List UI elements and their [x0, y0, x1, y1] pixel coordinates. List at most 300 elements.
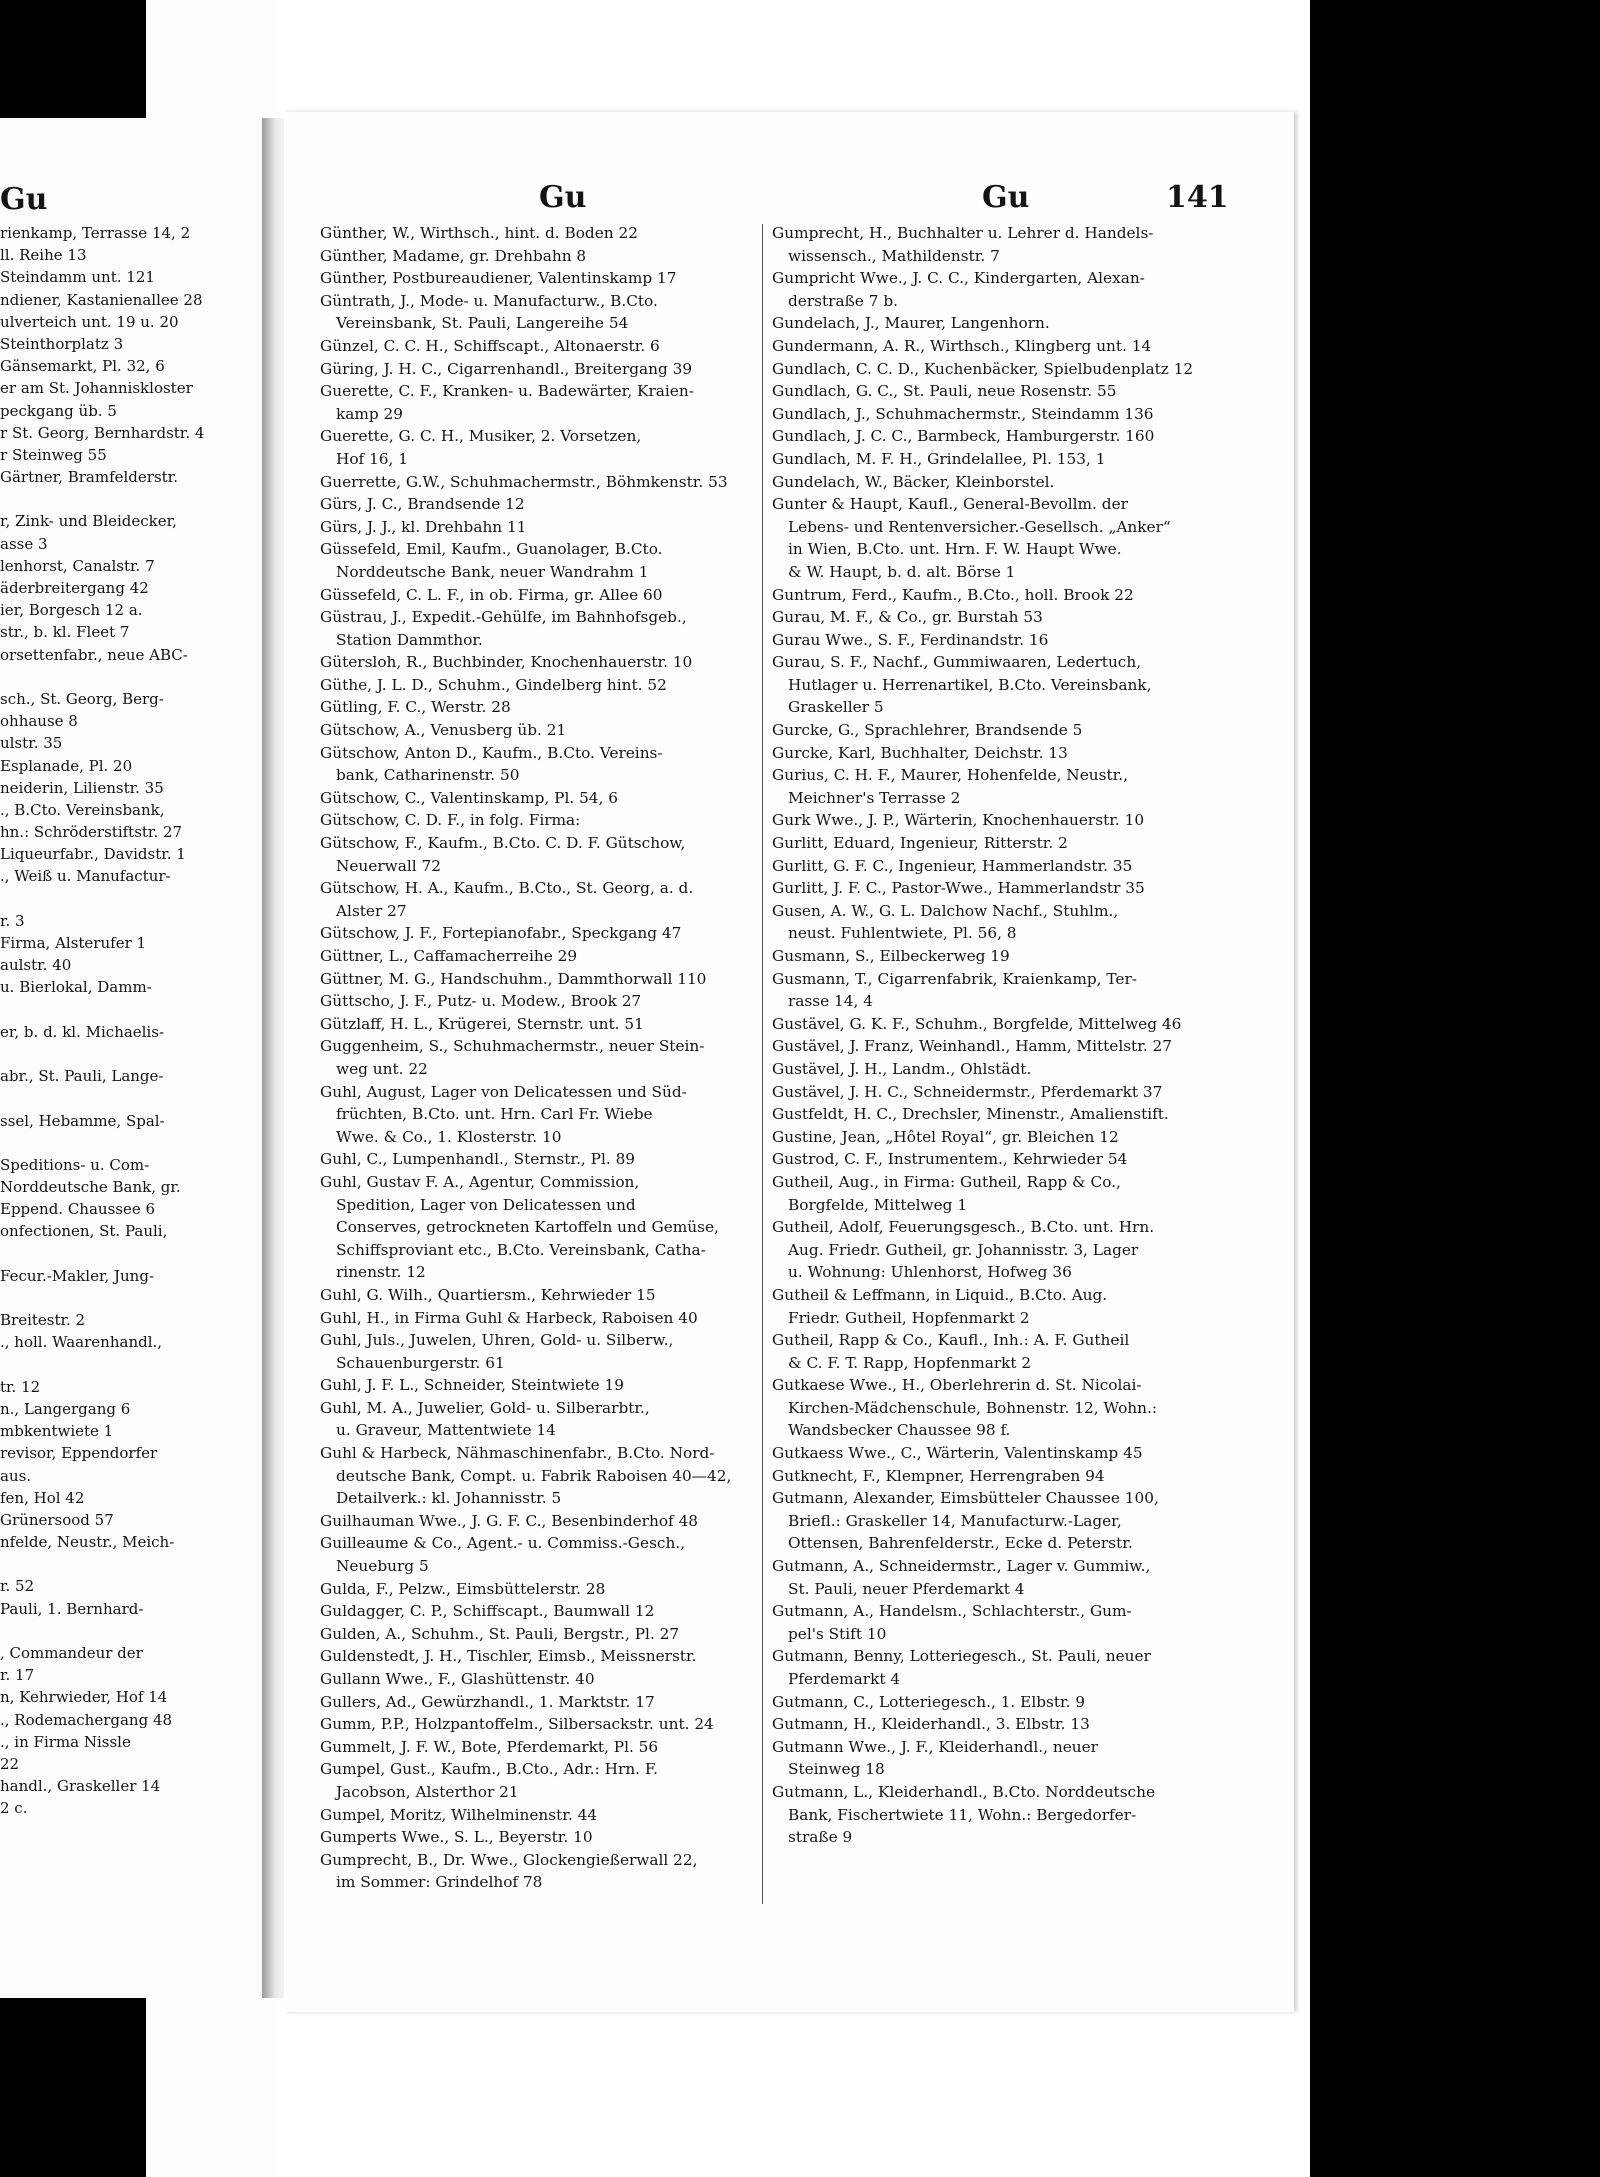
directory-entry [320, 222, 760, 245]
left-page-line: n, Kehrwieder, Hof 14 [0, 1688, 168, 1707]
left-page-line [0, 999, 262, 1021]
directory-entry [320, 832, 760, 877]
entry-line: Gütschow, C. D. F., in folg. Firma: [320, 811, 581, 830]
directory-entry [772, 222, 1272, 267]
left-page-line [0, 1243, 262, 1265]
entry-line: Gulda, F., Pelzw., Eimsbüttelerstr. 28 [320, 1579, 606, 1598]
entry-line: Guilleaume & Co., Agent.- u. Commiss.-Gesch., [320, 1534, 686, 1553]
entry-line: Gütschow, C., Valentinskamp, Pl. 54, 6 [320, 788, 618, 807]
directory-entry [320, 922, 760, 945]
entry-line: Norddeutsche Bank, neuer Wandrahm 1 [336, 562, 649, 581]
directory-entry [772, 1148, 1272, 1171]
entry-line: Gutmann, L., Kleiderhandl., B.Cto. Norddeutsche [772, 1782, 1156, 1801]
entry-line: bank, Catharinenstr. 50 [336, 766, 520, 785]
directory-entry [320, 1826, 760, 1849]
directory-entry [772, 425, 1272, 448]
entry-line: Bank, Fischertwiete 11, Wohn.: Bergedorfer- [788, 1805, 1137, 1824]
directory-entry [772, 1691, 1272, 1714]
directory-entry [320, 606, 760, 651]
entry-line: Günther, Madame, gr. Drehbahn 8 [320, 246, 587, 265]
directory-entry [772, 877, 1272, 900]
directory-entry [320, 877, 760, 922]
entry-line: wissensch., Mathildenstr. 7 [788, 246, 1000, 265]
directory-entry [320, 1600, 760, 1623]
entry-line: Gustävel, J. H. C., Schneidermstr., Pferdemarkt 37 [772, 1082, 1163, 1101]
entry-line: Gurlitt, Eduard, Ingenieur, Ritterstr. 2 [772, 834, 1068, 853]
entry-line: Alster 27 [336, 901, 407, 920]
entry-line: St. Pauli, neuer Pferdemarkt 4 [788, 1579, 1025, 1598]
entry-line: Hof 16, 1 [336, 449, 408, 468]
entry-line: Gustävel, J. Franz, Weinhandl., Hamm, Mittelstr. 27 [772, 1037, 1173, 1056]
left-page-line: peckgang üb. 5 [0, 401, 117, 420]
directory-entry [320, 493, 760, 516]
directory-entry [772, 493, 1272, 583]
directory-entry [320, 290, 760, 335]
entry-line: Gundelach, J., Maurer, Langenhorn. [772, 314, 1050, 333]
directory-entry [772, 1013, 1272, 1036]
left-page-line: er am St. Johanniskloster [0, 379, 193, 398]
left-page-line: ., holl. Waarenhandl., [0, 1333, 163, 1352]
entry-line: Gützlaff, H. L., Krügerei, Sternstr. unt. 51 [320, 1014, 644, 1033]
left-page-line: Steinthorplatz 3 [0, 334, 124, 353]
entry-line: Gutkaess Wwe., C., Wärterin, Valentinskamp 45 [772, 1444, 1143, 1463]
entry-line: Steinweg 18 [788, 1760, 885, 1779]
directory-entry [772, 267, 1272, 312]
entry-line: Guntrum, Ferd., Kaufm., B.Cto., holl. Brook 22 [772, 585, 1134, 604]
directory-entry [320, 1849, 760, 1894]
entry-line: Gutmann, C., Lotteriegesch., 1. Elbstr. 9 [772, 1692, 1086, 1711]
entry-line: im Sommer: Grindelhof 78 [336, 1873, 543, 1892]
entry-line: Gundlach, G. C., St. Pauli, neue Rosenstr. 55 [772, 382, 1117, 401]
left-page-line: orsettenfabr., neue ABC- [0, 645, 188, 664]
entry-line: Gurau Wwe., S. F., Ferdinandstr. 16 [772, 630, 1049, 649]
entry-line: Gutheil, Rapp & Co., Kaufl., Inh.: A. F. Gutheil [772, 1331, 1130, 1350]
directory-entry [772, 584, 1272, 607]
entry-line: Gundlach, C. C. D., Kuchenbäcker, Spielbudenplatz 12 [772, 359, 1194, 378]
entry-line: Gutmann, Alexander, Eimsbütteler Chaussee 100, [772, 1489, 1159, 1508]
left-page-line: r. 17 [0, 1666, 35, 1685]
directory-entry [320, 245, 760, 268]
directory-entry [772, 335, 1272, 358]
directory-entry [772, 606, 1272, 629]
entry-line: Gurau, S. F., Nachf., Gummiwaaren, Ledertuch, [772, 653, 1142, 672]
entry-line: Gundlach, J., Schuhmachermstr., Steindamm 136 [772, 404, 1154, 423]
entry-line: Gütersloh, R., Buchbinder, Knochenhauerstr. 10 [320, 653, 693, 672]
left-page-line: ohhause 8 [0, 712, 78, 731]
entry-line: Gumpel, Gust., Kaufm., B.Cto., Adr.: Hrn. F. [320, 1760, 659, 1779]
directory-entry [772, 629, 1272, 652]
directory-entry [772, 764, 1272, 809]
left-page-line: asse 3 [0, 534, 48, 553]
entry-line: neust. Fuhlentwiete, Pl. 56, 8 [788, 924, 1017, 943]
directory-entry [772, 1329, 1272, 1374]
entry-line: Güstrau, J., Expedit.-Gehülfe, im Bahnhofsgeb., [320, 608, 687, 627]
left-page-line [0, 1132, 262, 1154]
directory-entry [320, 1397, 760, 1442]
entry-line: Gustine, Jean, „Hôtel Royal“, gr. Bleichen 12 [772, 1127, 1119, 1146]
entry-line: Jacobson, Alsterthor 21 [336, 1782, 519, 1801]
directory-entry [320, 1013, 760, 1036]
entry-line: Wwe. & Co., 1. Klosterstr. 10 [336, 1127, 562, 1146]
directory-entry [772, 312, 1272, 335]
directory-entry [320, 584, 760, 607]
entry-line: Gutheil, Adolf, Feuerungsgesch., B.Cto. unt. Hrn. [772, 1218, 1155, 1237]
entry-line: Güttner, M. G., Handschuhm., Dammthorwall 110 [320, 969, 707, 988]
directory-entry [772, 403, 1272, 426]
left-page-line [0, 1043, 262, 1065]
directory-entry [772, 1555, 1272, 1600]
directory-entry [320, 1736, 760, 1759]
left-page-line: ier, Borgesch 12 a. [0, 601, 143, 620]
directory-page [284, 112, 1294, 2012]
left-page-line [0, 1287, 262, 1309]
directory-entry [772, 1171, 1272, 1216]
entry-line: Gullers, Ad., Gewürzhandl., 1. Marktstr. 17 [320, 1692, 655, 1711]
film-edge-right [1310, 0, 1600, 2177]
directory-entry [320, 380, 760, 425]
entry-line: Gusmann, S., Eilbeckerweg 19 [772, 947, 1010, 965]
entry-line: Gundermann, A. R., Wirthsch., Klingberg unt. 14 [772, 336, 1152, 355]
directory-entry [320, 1691, 760, 1714]
directory-entry [320, 267, 760, 290]
column-left [320, 222, 760, 1894]
entry-line: Gumperts Wwe., S. L., Beyerstr. 10 [320, 1828, 593, 1847]
entry-line: Güttner, L., Caffamacherreihe 29 [320, 947, 578, 965]
entry-line: Guhl, G. Wilh., Quartiersm., Kehrwieder 15 [320, 1285, 656, 1304]
directory-entry [772, 1713, 1272, 1736]
entry-line: Gürs, J. C., Brandsende 12 [320, 495, 525, 514]
directory-entry [772, 1081, 1272, 1104]
left-page-line: Norddeutsche Bank, gr. [0, 1178, 181, 1197]
entry-line: Wandsbecker Chaussee 98 f. [788, 1421, 1011, 1440]
entry-line: Gurlitt, J. F. C., Pastor-Wwe., Hammerlandstr 35 [772, 879, 1145, 898]
left-page-line: Pauli, 1. Bernhard- [0, 1599, 144, 1618]
left-page-line: ., Rodemachergang 48 [0, 1710, 173, 1729]
entry-line: Spedition, Lager von Delicatessen und [336, 1195, 636, 1214]
left-facing-page [0, 118, 264, 1998]
directory-entry [320, 358, 760, 381]
directory-entry [320, 1374, 760, 1397]
page-number: 141 [1166, 180, 1229, 215]
left-page-line: r Steinweg 55 [0, 445, 107, 464]
directory-entry [772, 1284, 1272, 1329]
directory-entry [320, 674, 760, 697]
left-page-line [0, 1620, 262, 1642]
directory-entry [772, 380, 1272, 403]
directory-entry [320, 696, 760, 719]
entry-line: Hutlager u. Herrenartikel, B.Cto. Vereinsbank, [788, 675, 1152, 694]
entry-line: Günther, Postbureaudiener, Valentinskamp 17 [320, 269, 677, 288]
directory-entry [320, 1578, 760, 1601]
entry-line: Gütschow, J. F., Fortepianofabr., Speckgang 47 [320, 924, 682, 943]
directory-entry [320, 1532, 760, 1577]
entry-line: Güssefeld, C. L. F., in ob. Firma, gr. Allee 60 [320, 585, 663, 604]
directory-entry [320, 719, 760, 742]
entry-line: Gunter & Haupt, Kaufl., General-Bevollm. der [772, 495, 1128, 514]
directory-entry [320, 1804, 760, 1827]
left-page-line: hn.: Schröderstiftstr. 27 [0, 823, 183, 842]
entry-line: & C. F. T. Rapp, Hopfenmarkt 2 [788, 1353, 1032, 1372]
directory-entry [320, 1758, 760, 1803]
left-page-line: Fecur.-Makler, Jung- [0, 1266, 155, 1285]
entry-line: rasse 14, 4 [788, 992, 873, 1011]
entry-line: Guldenstedt, J. H., Tischler, Eimsb., Meissnerstr. [320, 1647, 697, 1666]
left-page-line: ., Weiß u. Manufactur- [0, 867, 171, 886]
entry-line: Güttscho, J. F., Putz- u. Modew., Brook 27 [320, 992, 642, 1011]
directory-entry [320, 1668, 760, 1691]
entry-line: Gumm, P.P., Holzpantoffelm., Silbersackstr. unt. 24 [320, 1715, 714, 1734]
left-page-line: u. Bierlokal, Damm- [0, 978, 152, 997]
entry-line: Gumpricht Wwe., J. C. C., Kindergarten, Alexan- [772, 269, 1145, 288]
left-page-header: Gu [0, 182, 48, 217]
entry-line: Briefl.: Graskeller 14, Manufacturw.-Lager, [788, 1511, 1122, 1530]
left-page-line: str., b. kl. Fleet 7 [0, 623, 130, 642]
entry-line: u. Wohnung: Uhlenhorst, Hofweg 36 [788, 1263, 1072, 1282]
directory-entry [320, 1510, 760, 1533]
entry-line: kamp 29 [336, 404, 404, 423]
entry-line: Gurcke, G., Sprachlehrer, Brandsende 5 [772, 721, 1083, 740]
left-page-line: Gärtner, Bramfelderstr. [0, 468, 178, 487]
left-page-line [0, 1087, 262, 1109]
left-page-line: handl., Graskeller 14 [0, 1777, 161, 1796]
left-page-line: Gänsemarkt, Pl. 32, 6 [0, 357, 165, 376]
left-page-line: Grünersood 57 [0, 1510, 114, 1529]
left-page-line: neiderin, Lilienstr. 35 [0, 778, 164, 797]
left-page-line: n., Langergang 6 [0, 1399, 131, 1418]
left-page-line: aulstr. 40 [0, 956, 72, 975]
left-page-line: abr., St. Pauli, Lange- [0, 1067, 164, 1086]
left-page-line: Speditions- u. Com- [0, 1155, 150, 1174]
entry-line: Gumprecht, H., Buchhalter u. Lehrer d. Handels- [772, 224, 1154, 242]
directory-entry [772, 1487, 1272, 1555]
left-page-line: Firma, Alsterufer 1 [0, 934, 147, 952]
entry-line: Guerette, G. C. H., Musiker, 2. Vorsetzen, [320, 427, 642, 446]
entry-line: Gumpel, Moritz, Wilhelminenstr. 44 [320, 1805, 598, 1824]
directory-entry [320, 787, 760, 810]
entry-line: Gustävel, J. H., Landm., Ohlstädt. [772, 1059, 1032, 1078]
entry-line: Gutmann, A., Schneidermstr., Lager v. Gummiw., [772, 1557, 1151, 1576]
entry-line: früchten, B.Cto. unt. Hrn. Carl Fr. Wiebe [336, 1105, 653, 1124]
left-page-line: revisor, Eppendorfer [0, 1444, 158, 1463]
entry-line: Gütschow, A., Venusberg üb. 21 [320, 721, 567, 740]
directory-entry [772, 471, 1272, 494]
directory-entry [772, 1374, 1272, 1442]
entry-line: Güring, J. H. C., Cigarrenhandl., Breitergang 39 [320, 359, 693, 378]
column-right [772, 222, 1272, 1849]
left-page-line: ndiener, Kastanienallee 28 [0, 290, 203, 309]
entry-line: Güthe, J. L. D., Schuhm., Gindelberg hint. 52 [320, 675, 667, 694]
entry-line: Conserves, getrockneten Kartoffeln und Gemüse, [336, 1218, 719, 1237]
entry-line: Pferdemarkt 4 [788, 1670, 901, 1688]
entry-line: pel's Stift 10 [788, 1624, 887, 1643]
directory-entry [772, 1103, 1272, 1126]
entry-line: Gustävel, G. K. F., Schuhm., Borgfelde, Mittelweg 46 [772, 1014, 1182, 1033]
left-page-line: mbkentwiete 1 [0, 1422, 114, 1441]
entry-line: Schauenburgerstr. 61 [336, 1353, 505, 1372]
left-page-line: Steindamm unt. 121 [0, 268, 155, 287]
entry-line: Gürs, J. J., kl. Drehbahn 11 [320, 517, 527, 536]
entry-line: Gutknecht, F., Klempner, Herrengraben 94 [772, 1466, 1105, 1485]
entry-line: Guggenheim, S., Schuhmachermstr., neuer Stein- [320, 1037, 705, 1056]
left-page-line: Esplanade, Pl. 20 [0, 756, 133, 775]
entry-line: deutsche Bank, Compt. u. Fabrik Raboisen 40—42, [336, 1466, 732, 1485]
entry-line: Neuerwall 72 [336, 856, 441, 875]
entry-line: Aug. Friedr. Gutheil, gr. Johannisstr. 3, Lager [788, 1240, 1139, 1259]
left-page-line: ulstr. 35 [0, 734, 63, 753]
entry-line: Gutheil, Aug., in Firma: Gutheil, Rapp & Co., [772, 1172, 1121, 1191]
entry-line: Gutmann, Benny, Lotteriegesch., St. Pauli, neuer [772, 1647, 1151, 1666]
entry-line: Vereinsbank, St. Pauli, Langereihe 54 [336, 314, 629, 333]
directory-entry [320, 809, 760, 832]
directory-entry [772, 1600, 1272, 1645]
directory-entry [772, 968, 1272, 1013]
entry-line: Gütschow, Anton D., Kaufm., B.Cto. Vereins- [320, 743, 663, 762]
left-page-line: ll. Reihe 13 [0, 246, 87, 265]
left-page-line: äderbreitergang 42 [0, 579, 149, 597]
left-page-line: tr. 12 [0, 1377, 41, 1396]
entry-line: & W. Haupt, b. d. alt. Börse 1 [788, 562, 1016, 581]
directory-entry [320, 1623, 760, 1646]
left-page-line [0, 666, 262, 688]
entry-line: Gurk Wwe., J. P., Wärterin, Knochenhauerstr. 10 [772, 811, 1145, 830]
left-page-line: r St. Georg, Bernhardstr. 4 [0, 423, 205, 442]
entry-line: Guerette, C. F., Kranken- u. Badewärter, Kraien- [320, 382, 694, 401]
left-page-line: ulverteich unt. 19 u. 20 [0, 312, 179, 331]
directory-entry [772, 1645, 1272, 1690]
directory-entry [772, 1736, 1272, 1781]
entry-line: Gurau, M. F., & Co., gr. Burstah 53 [772, 608, 1043, 627]
left-page-line: r. 52 [0, 1577, 35, 1596]
directory-entry [320, 945, 760, 968]
entry-line: Gummelt, J. F. W., Bote, Pferdemarkt, Pl. 56 [320, 1737, 659, 1756]
directory-entry [320, 1307, 760, 1330]
entry-line: derstraße 7 b. [788, 291, 898, 310]
entry-line: Lebens- und Rentenversicher.-Gesellsch. „Anker“ [788, 517, 1171, 536]
entry-line: Gütschow, F., Kaufm., B.Cto. C. D. F. Gütschow, [320, 834, 686, 853]
column-divider [762, 224, 763, 1904]
entry-line: Günzel, C. C. H., Schiffscapt., Altonaerstr. 6 [320, 336, 660, 355]
left-page-line: r. 3 [0, 911, 25, 930]
left-page-line: ., in Firma Nissle [0, 1732, 131, 1751]
entry-line: Guhl, Gustav F. A., Agentur, Commission, [320, 1172, 640, 1191]
entry-line: Station Dammthor. [336, 630, 483, 649]
left-page-line: er, b. d. kl. Michaelis- [0, 1022, 165, 1041]
entry-line: Gutmann, H., Kleiderhandl., 3. Elbstr. 13 [772, 1715, 1090, 1734]
entry-line: Gusen, A. W., G. L. Dalchow Nachf., Stuhlm., [772, 901, 1119, 920]
directory-entry [772, 742, 1272, 765]
directory-entry [772, 1035, 1272, 1058]
entry-line: Kirchen-Mädchenschule, Bohnenstr. 12, Wohn.: [788, 1398, 1158, 1417]
entry-line: Guhl, J. F. L., Schneider, Steintwiete 19 [320, 1376, 624, 1395]
entry-line: Günther, W., Wirthsch., hint. d. Boden 22 [320, 224, 638, 242]
entry-line: Gütschow, H. A., Kaufm., B.Cto., St. Georg, a. d. [320, 879, 694, 898]
entry-line: Ottensen, Bahrenfelderstr., Ecke d. Peterstr. [788, 1534, 1133, 1553]
left-page-line: fen, Hol 42 [0, 1488, 85, 1507]
directory-entry [772, 1442, 1272, 1465]
left-page-line: Liqueurfabr., Davidstr. 1 [0, 845, 186, 864]
entry-line: Guhl, H., in Firma Guhl & Harbeck, Raboisen 40 [320, 1308, 698, 1327]
left-page-line: 22 [0, 1754, 20, 1773]
left-page-line [0, 888, 262, 910]
entry-line: rinenstr. 12 [336, 1263, 426, 1282]
entry-line: Gundlach, J. C. C., Barmbeck, Hamburgerstr. 160 [772, 427, 1155, 446]
left-page-line [0, 1354, 262, 1376]
left-page-line: , Commandeur der [0, 1644, 143, 1662]
directory-entry [772, 1465, 1272, 1488]
entry-line: Gutkaese Wwe., H., Oberlehrerin d. St. Nicolai- [772, 1376, 1142, 1395]
directory-entry [320, 968, 760, 991]
entry-line: Gullann Wwe., F., Glashüttenstr. 40 [320, 1670, 595, 1688]
entry-line: Guhl, August, Lager von Delicatessen und Süd- [320, 1082, 687, 1101]
entry-line: Güssefeld, Emil, Kaufm., Guanolager, B.Cto. [320, 540, 663, 559]
left-page-line: aus. [0, 1466, 32, 1485]
entry-line: Friedr. Gutheil, Hopfenmarkt 2 [788, 1308, 1030, 1327]
directory-entry [320, 471, 760, 494]
entry-line: Gutmann, A., Handelsm., Schlachterstr., Gum- [772, 1602, 1132, 1621]
directory-entry [320, 1148, 760, 1171]
entry-line: Gundlach, M. F. H., Grindelallee, Pl. 153, 1 [772, 449, 1106, 468]
directory-entry [320, 1081, 760, 1149]
entry-line: weg unt. 22 [336, 1059, 428, 1078]
directory-entry [320, 516, 760, 539]
directory-entry [320, 538, 760, 583]
left-page-line: 2 c. [0, 1799, 28, 1818]
book-gutter [262, 118, 284, 1998]
entry-line: Gundelach, W., Bäcker, Kleinborstel. [772, 472, 1055, 491]
entry-line: Guerrette, G.W., Schuhmachermstr., Böhmkenstr. 53 [320, 472, 728, 491]
directory-entry [320, 1329, 760, 1374]
entry-line: straße 9 [788, 1828, 853, 1847]
entry-line: u. Graveur, Mattentwiete 14 [336, 1421, 556, 1440]
directory-entry [320, 742, 760, 787]
directory-entry [772, 900, 1272, 945]
directory-entry [320, 990, 760, 1013]
entry-line: Guhl, M. A., Juwelier, Gold- u. Silberarbtr., [320, 1398, 650, 1417]
directory-entry [772, 719, 1272, 742]
entry-line: Schiffsproviant etc., B.Cto. Vereinsbank, Catha- [336, 1240, 706, 1259]
directory-entry [772, 651, 1272, 719]
left-page-line: Breitestr. 2 [0, 1311, 86, 1330]
entry-line: Guhl, Juls., Juwelen, Uhren, Gold- u. Silberw., [320, 1331, 674, 1350]
left-page-line: ., B.Cto. Vereinsbank, [0, 800, 165, 819]
directory-entry [772, 809, 1272, 832]
directory-entry [772, 1216, 1272, 1284]
entry-line: Detailverk.: kl. Johannisstr. 5 [336, 1489, 562, 1508]
entry-line: Guhl, C., Lumpenhandl., Sternstr., Pl. 89 [320, 1150, 636, 1169]
directory-entry [772, 358, 1272, 381]
entry-line: Guhl & Harbeck, Nähmaschinenfabr., B.Cto. Nord- [320, 1444, 715, 1463]
directory-entry [320, 1035, 760, 1080]
entry-line: Güntrath, J., Mode- u. Manufacturw., B.Cto. [320, 291, 658, 310]
entry-line: Borgfelde, Mittelweg 1 [788, 1195, 968, 1214]
directory-entry [320, 425, 760, 470]
directory-entry [772, 448, 1272, 471]
directory-entry [772, 1058, 1272, 1081]
directory-entry [320, 1442, 760, 1510]
entry-line: Gustfeldt, H. C., Drechsler, Minenstr., Amalienstift. [772, 1105, 1169, 1124]
entry-line: Gustrod, C. F., Instrumentem., Kehrwieder 54 [772, 1150, 1128, 1169]
entry-line: Guldagger, C. P., Schiffscapt., Baumwall 12 [320, 1602, 655, 1621]
entry-line: Guilhauman Wwe., J. G. F. C., Besenbinderhof 48 [320, 1511, 699, 1530]
entry-line: Graskeller 5 [788, 698, 884, 717]
left-page-line: Eppend. Chaussee 6 [0, 1200, 156, 1219]
directory-entry [320, 335, 760, 358]
left-page-line: rienkamp, Terrasse 14, 2 [0, 224, 191, 242]
entry-line: in Wien, B.Cto. unt. Hrn. F. W. Haupt Wwe. [788, 540, 1122, 559]
directory-entry [320, 1713, 760, 1736]
left-page-line: lenhorst, Canalstr. 7 [0, 556, 155, 575]
directory-entry [772, 945, 1272, 968]
